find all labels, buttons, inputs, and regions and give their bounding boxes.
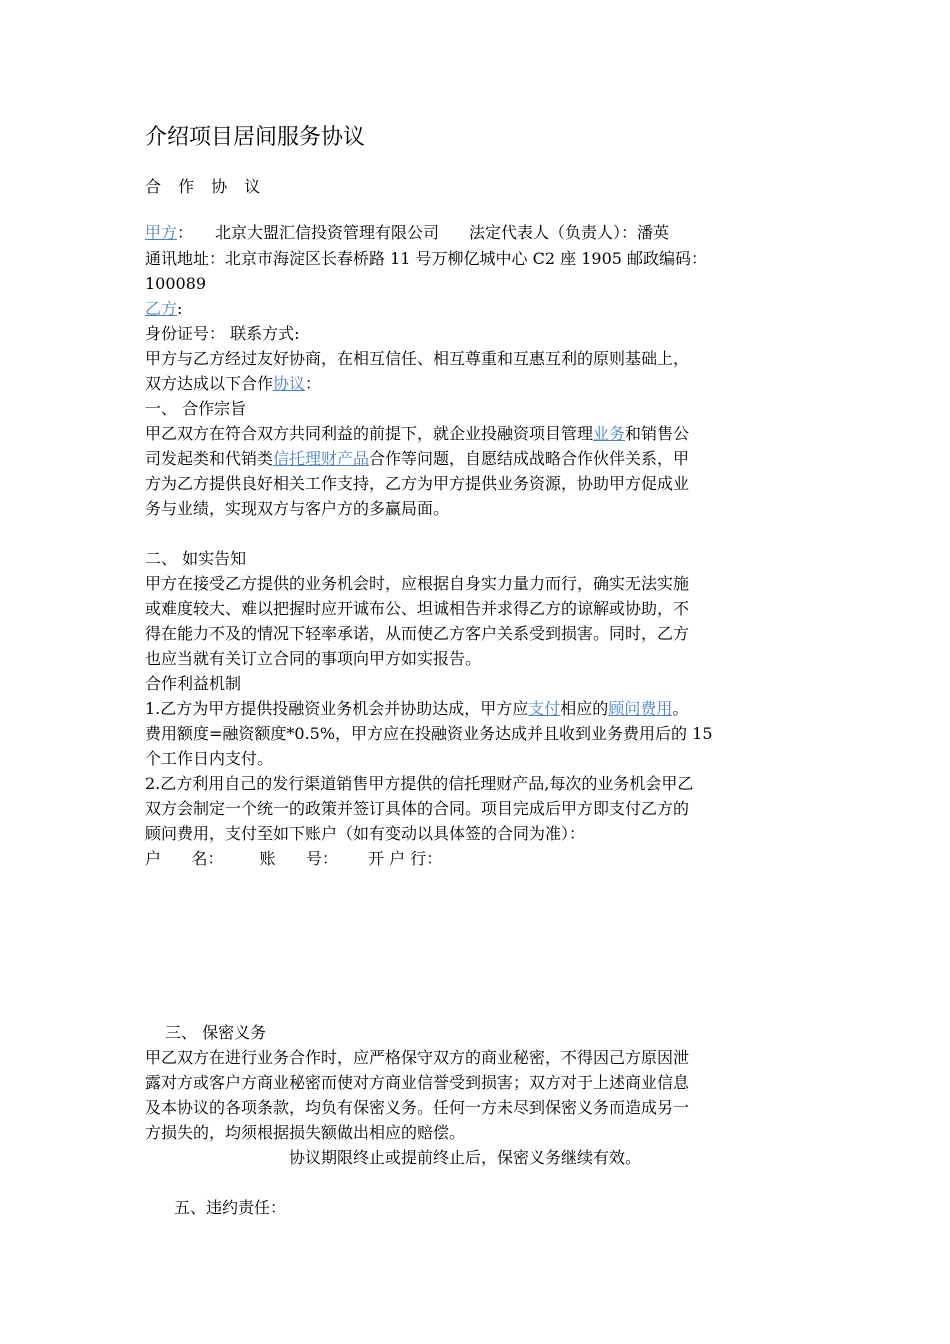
s3-text-b: 相应的 (560, 699, 609, 718)
section-1-line-4: 务与业绩，实现双方与客户方的多赢局面。 (145, 499, 450, 518)
section-3-line-5: 双方会制定一个统一的政策并签订具体的合同。项目完成后甲方即支付乙方的 (145, 799, 690, 818)
section-5-heading: 五、违约责任： (174, 1198, 287, 1217)
intro-line-2 (145, 374, 321, 394)
party-a-line (145, 223, 669, 243)
bank-label: 开 户 行： (368, 849, 443, 868)
section-3-line-2: 费用额度=融资额度*0.5%，甲方应在投融资业务达成并且收到业务费用后的 15 (145, 724, 713, 743)
s1-text-c: 司发起类和代销类 (145, 449, 274, 468)
confidentiality-line-1: 甲乙双方在进行业务合作时，应严格保守双方的商业秘密，不得因己方原因泄 (145, 1048, 690, 1067)
section-2-line-3: 得在能力不及的情况下轻率承诺，从而使乙方客户关系受到损害。同时，乙方 (145, 624, 690, 643)
intro-text: 双方达成以下合作 (145, 374, 274, 393)
party-b-colon: : (177, 299, 183, 318)
trust-product-link[interactable]: 信托理财产品 (273, 449, 370, 468)
section-3-line-3: 个工作日内支付。 (145, 749, 274, 768)
party-a-postcode: 100089 (145, 274, 207, 293)
business-link[interactable]: 业务 (593, 424, 626, 443)
intro-colon: ： (305, 374, 322, 393)
section-2-line-1: 甲方在接受乙方提供的业务机会时，应根据自身实力量力而行，确实无法实施 (145, 574, 690, 593)
s1-text-a: 甲乙双方在符合双方共同利益的前提下，就企业投融资项目管理 (145, 424, 594, 443)
party-a-link[interactable]: 甲方 (145, 223, 178, 242)
party-a-address: 通讯地址：北京市海淀区长春桥路 11 号万柳亿城中心 C2 座 1905 邮政编码： (145, 249, 708, 268)
s3-text-a: 1.乙方为甲方提供投融资业务机会并协助达成，甲方应 (145, 699, 529, 718)
s3-text-c: 。 (672, 699, 689, 718)
agreement-link[interactable]: 协议 (273, 374, 306, 393)
account-number-label: 账 号： (259, 849, 339, 868)
section-1-line-1 (145, 424, 689, 444)
confidentiality-line-3: 及本协议的各项条款，均负有保密义务。任何一方未尽到保密义务而造成另一 (145, 1098, 690, 1117)
document-subtitle: 合 作 协 议 (145, 177, 267, 196)
section-2-heading: 二、 如实告知 (145, 549, 247, 568)
party-a-company: 北京大盟汇信投资管理有限公司 (215, 223, 440, 242)
section-confidentiality-heading: 三、 保密义务 (165, 1023, 267, 1042)
intro-line-1: 甲方与乙方经过友好协商，在相互信任、相互尊重和互惠互利的原则基础上， (145, 349, 690, 368)
section-1-heading: 一、 合作宗旨 (145, 399, 247, 418)
confidentiality-line-4: 方损失的，均须根据损失额做出相应的赔偿。 (145, 1123, 466, 1142)
section-3-line-6: 顾问费用，支付至如下账户（如有变动以具体签的合同为准）： (145, 824, 586, 843)
party-b-line (145, 299, 182, 319)
section-1-line-2 (145, 449, 689, 469)
party-a-colon: ： (177, 223, 194, 242)
account-fields (145, 849, 442, 869)
section-3-line-4: 2.乙方利用自己的发行渠道销售甲方提供的信托理财产品,每次的业务机会甲乙 (145, 774, 694, 793)
account-name-label: 户 名： (145, 849, 224, 868)
pay-link[interactable]: 支付 (528, 699, 561, 718)
s1-text-d: 合作等问题，自愿结成战略合作伙伴关系，甲 (369, 449, 690, 468)
section-2-line-4: 也应当就有关订立合同的事项向甲方如实报告。 (145, 649, 482, 668)
s1-text-b: 和销售公 (625, 424, 690, 443)
section-1-line-3: 方为乙方提供良好相关工作支持，乙方为甲方提供业务资源，协助甲方促成业 (145, 474, 690, 493)
section-3-line-1 (145, 699, 688, 719)
consulting-fee-link[interactable]: 顾问费用 (608, 699, 673, 718)
party-b-id-contact: 身份证号： 联系方式: (145, 324, 300, 343)
confidentiality-line-2: 露对方或客户方商业秘密而使对方商业信誉受到损害；双方对于上述商业信息 (145, 1073, 690, 1092)
party-b-link[interactable]: 乙方 (145, 299, 178, 318)
section-3-heading: 合作利益机制 (145, 674, 242, 693)
party-a-rep: 法定代表人（负责人）：潘英 (469, 223, 670, 242)
confidentiality-line-5: 协议期限终止或提前终止后，保密义务继续有效。 (289, 1148, 642, 1167)
document-title: 介绍项目居间服务协议 (145, 125, 366, 150)
section-2-line-2: 或难度较大、难以把握时应开诚布公、坦诚相告并求得乙方的谅解或协助，不 (145, 599, 690, 618)
